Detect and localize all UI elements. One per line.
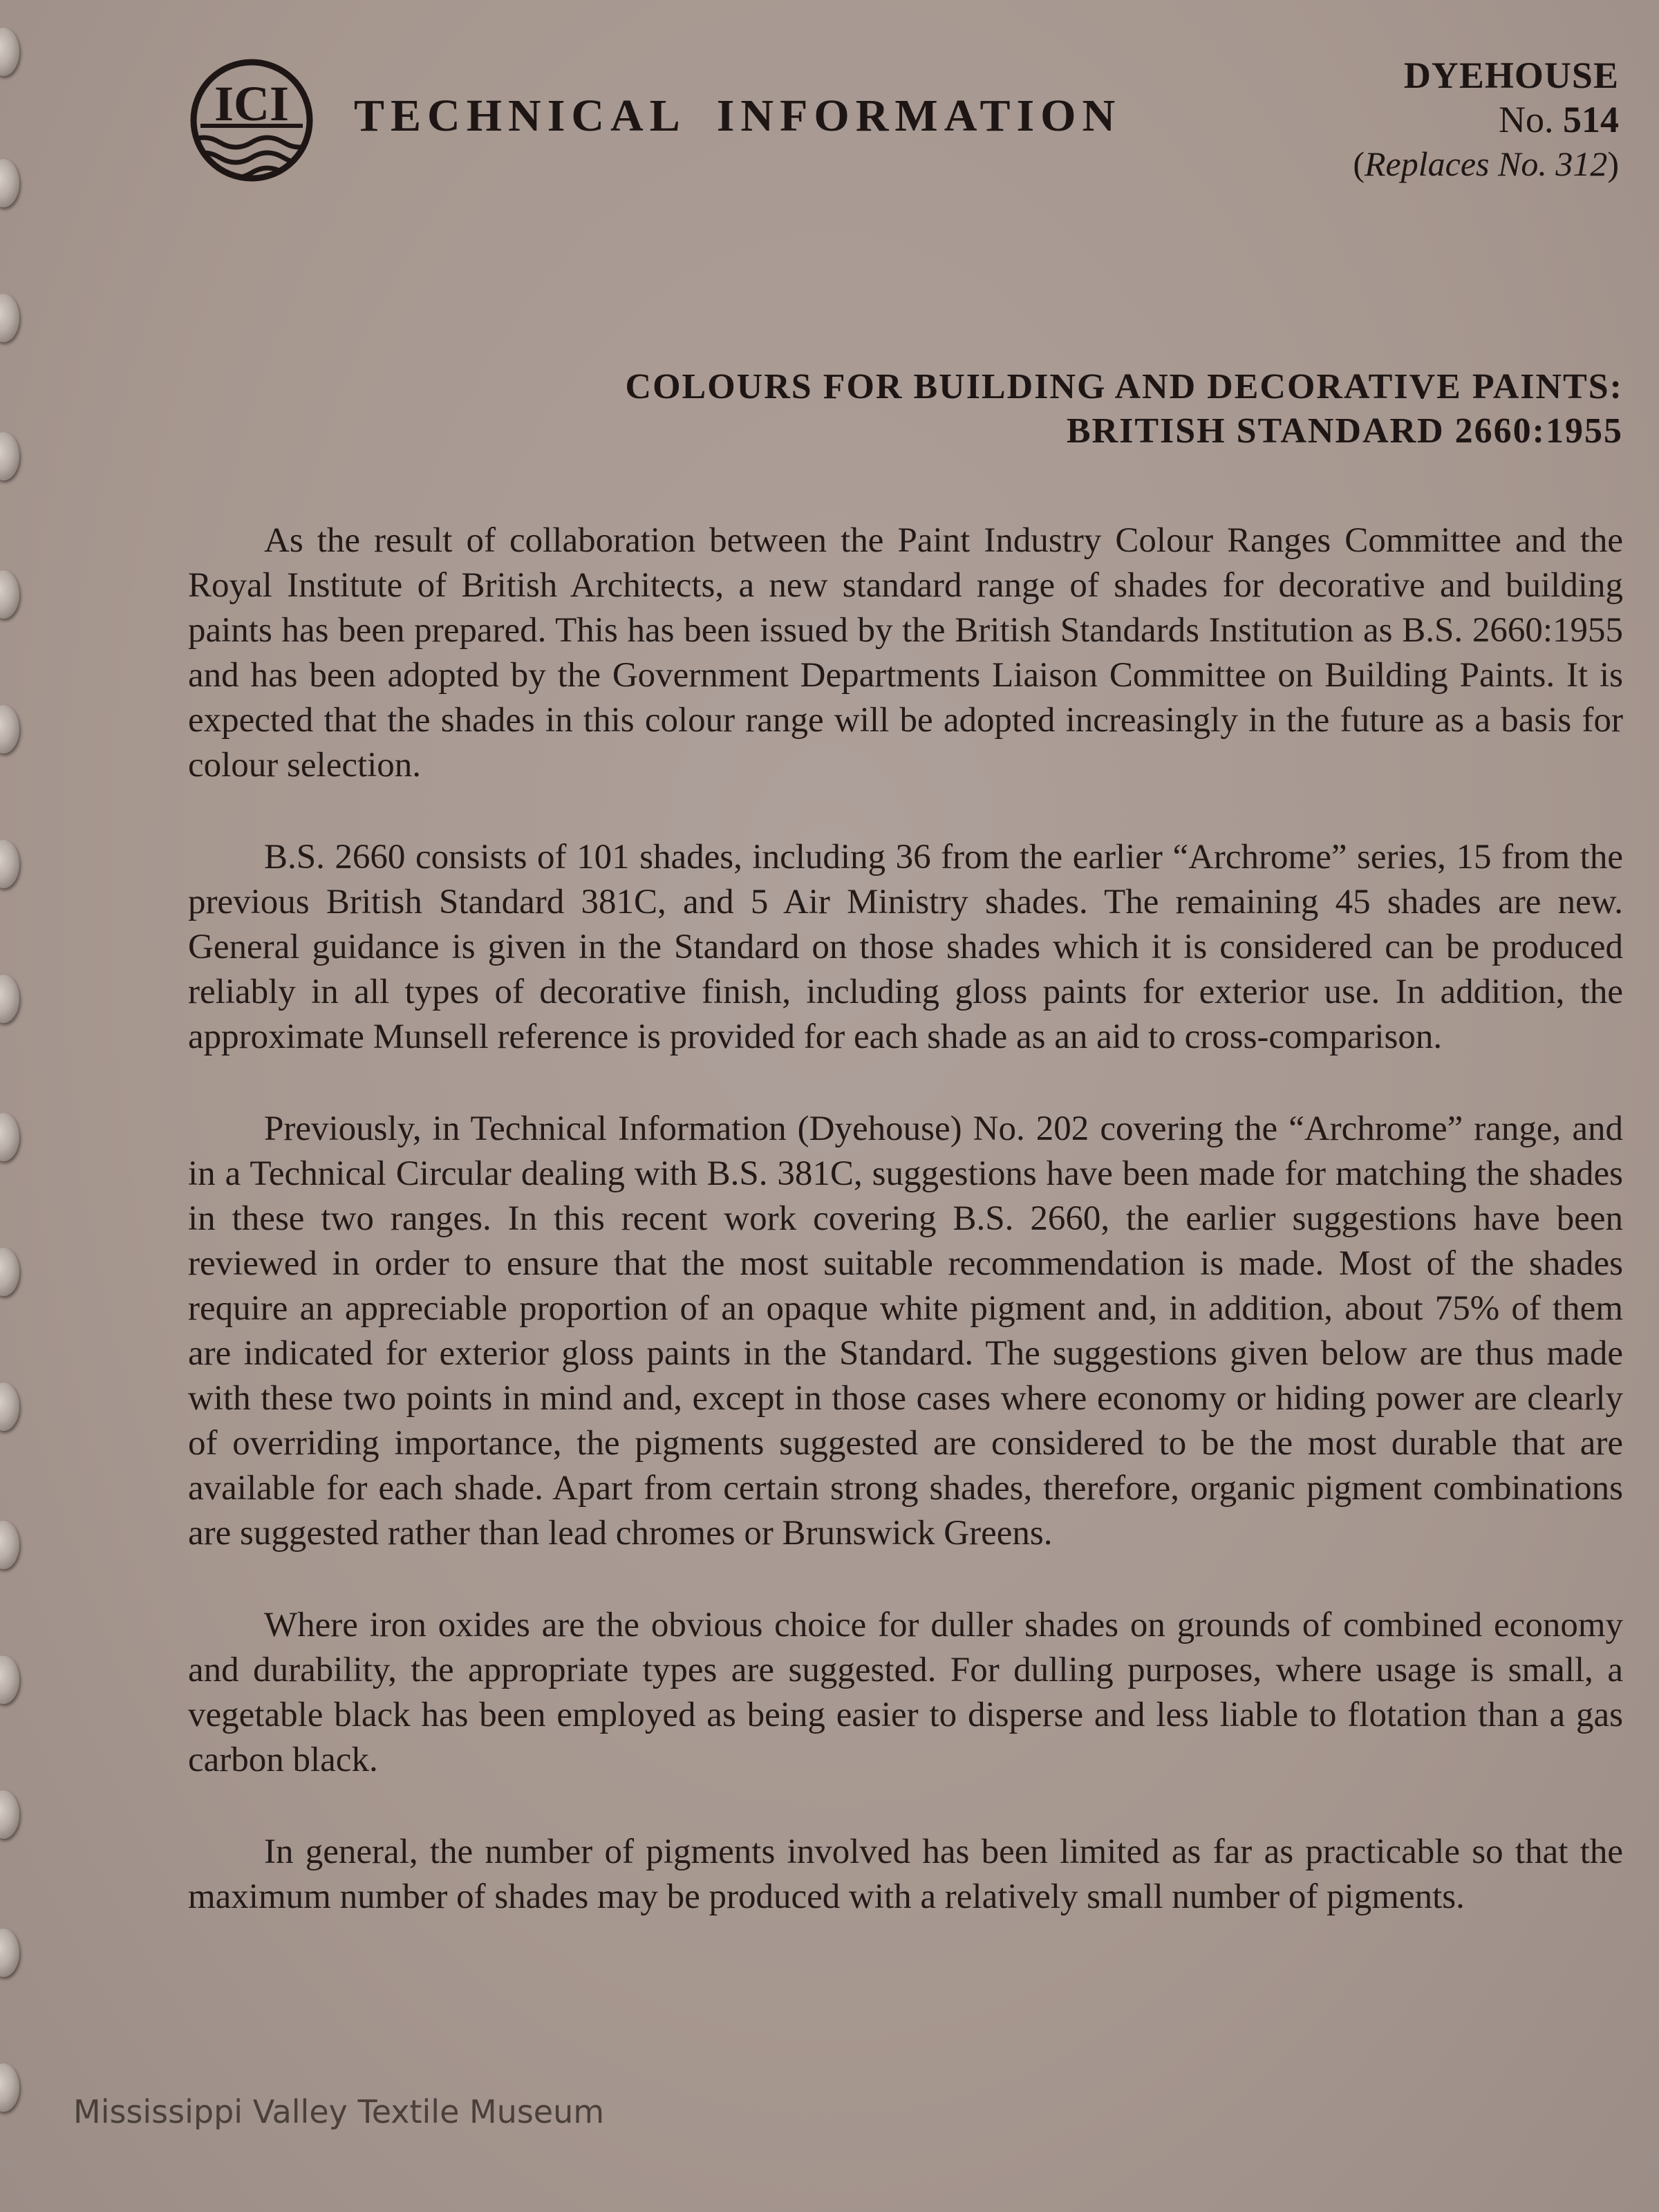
number-value: 514 <box>1563 99 1619 140</box>
body-text <box>188 518 1623 1967</box>
title-technical: TECHNICAL <box>354 91 686 141</box>
binder-hole <box>0 1929 19 1977</box>
binder-hole <box>0 1113 19 1161</box>
replaces-note <box>1353 142 1619 185</box>
binder-hole <box>0 570 19 619</box>
paragraph: In general, the number of pigments involved has been limited as far as practicable so that the maximum number of shades may be produced with a relatively small number of pigments. <box>188 1833 1623 1916</box>
binder-hole <box>0 1790 19 1839</box>
binder-hole <box>0 1248 19 1296</box>
ici-logo <box>188 57 315 184</box>
binder-hole <box>0 159 19 207</box>
binder-hole <box>0 2063 19 2112</box>
binder-hole <box>0 1656 19 1704</box>
department-label: DYEHOUSE <box>1403 55 1619 96</box>
title-information: INFORMATION <box>716 91 1122 141</box>
replaces-text: Replaces No. 312 <box>1365 144 1608 183</box>
number-prefix: No. <box>1499 99 1554 140</box>
binder-hole <box>0 294 19 342</box>
document-number <box>1353 97 1619 142</box>
binder-hole <box>0 1382 19 1431</box>
paragraph: Where iron oxides are the obvious choice for duller shades on grounds of combined economy and durability, the appropriate types are suggested. For dulling purposes, where usage is small, a vegetable black has been employed as being easier to disperse and less liable to flotation than a gas carbon black. <box>188 1606 1623 1779</box>
heading-line-2: BRITISH STANDARD 2660:1955 <box>1066 411 1623 451</box>
replaces-close-paren: ) <box>1607 144 1619 183</box>
logo-text: ICI <box>214 76 290 131</box>
binder-hole <box>0 705 19 753</box>
binder-hole <box>0 432 19 480</box>
binder-holes <box>0 0 41 2212</box>
heading-line-1: COLOURS FOR BUILDING AND DECORATIVE PAINTS: <box>625 367 1623 406</box>
binder-hole <box>0 1521 19 1569</box>
paragraph: Previously, in Technical Information (Dyehouse) No. 202 covering the “Archrome” range, and in a Technical Circular dealing with B.S. 381C, suggestions have been made for matching the shades in these two ranges. In this recent work covering B.S. 2660, the earlier suggestions have been reviewed in order to ensure that the most suitable recommendation is made. Most of the shades require an appreciable proportion of an opaque white pigment and, in addition, about 75% of them are indicated for exterior gloss paints in the Standard. The suggestions given below are thus made with these two points in mind and, except in those cases where economy or hiding power are clearly of overriding importance, the pigments suggested are considered to be the most durable that are available for each shade. Apart from certain strong shades, therefore, organic pigment combinations are suggested rather than lead chromes or Brunswick Greens. <box>188 1109 1623 1553</box>
replaces-open-paren: ( <box>1353 144 1365 183</box>
section-heading <box>626 365 1623 453</box>
document-reference <box>1353 54 1619 185</box>
paragraph: As the result of collaboration between the Paint Industry Colour Ranges Committee and the Royal Institute of British Architects, a new standard range of shades for decorative and building paints has been prepared. This has been issued by the British Standards Institution as B.S. 2660:1955 and has been adopted by the Government Departments Liaison Committee on Building Paints. It is expected that the shades in this colour range will be adopted increasingly in the future as a basis for colour selection. <box>188 521 1623 785</box>
binder-hole <box>0 840 19 888</box>
binder-hole <box>0 975 19 1023</box>
paragraph: B.S. 2660 consists of 101 shades, including 36 from the earlier “Archrome” series, 15 from the previous British Standard 381C, and 5 Air Ministry shades. The remaining 45 shades are new. General guidance is given in the Standard on those shades which it is considered can be produced reliably in all types of decorative finish, including gloss paints for exterior use. In addition, the approximate Munsell reference is provided for each shade as an aid to cross-comparison. <box>188 838 1623 1056</box>
museum-watermark: Mississippi Valley Textile Museum <box>73 2093 605 2130</box>
binder-hole <box>0 28 19 76</box>
document-title <box>354 90 1121 142</box>
